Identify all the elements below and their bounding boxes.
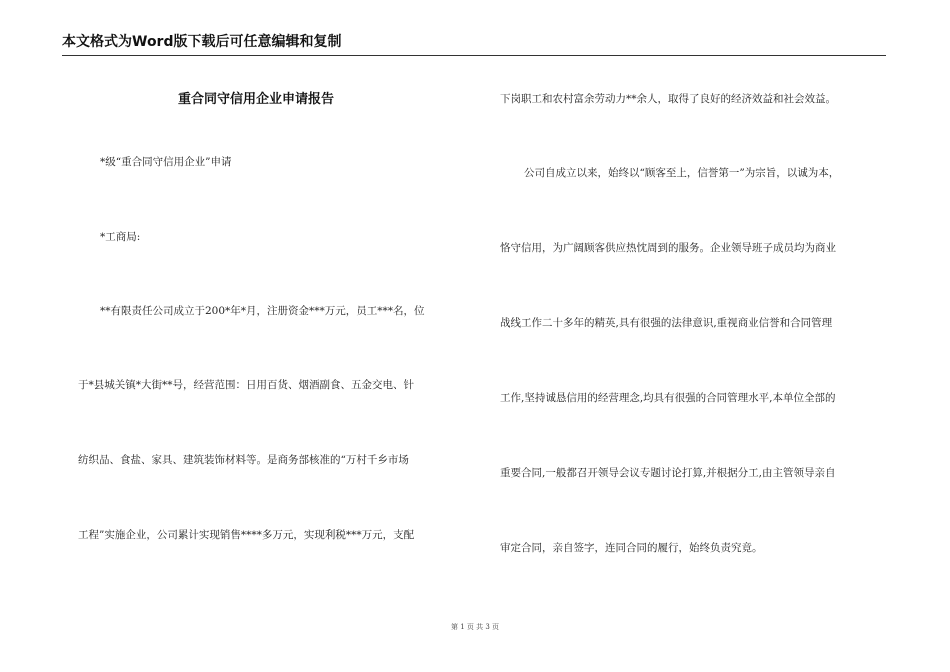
paragraph-line: 下岗职工和农村富余劳动力**余人，取得了良好的经济效益和社会效益。 xyxy=(500,93,836,105)
paragraph-line: *工商局: xyxy=(100,231,141,243)
paragraph-line: 纺织品、食盐、家具、建筑装饰材料等。是商务部核准的“万村千乡市场 xyxy=(78,454,409,466)
paragraph-line: 于*县城关镇*大街**号，经营范围：日用百货、烟酒副食、五金交电、针 xyxy=(78,379,414,391)
paragraph-line: 重要合同,一般都召开领导会议专题讨论打算,并根据分工,由主管领导亲自 xyxy=(500,467,836,479)
paragraph-line: 审定合同，亲自签字，连同合同的履行，始终负责究竟。 xyxy=(500,542,763,554)
document-title: 重合同守信用企业申请报告 xyxy=(178,92,335,107)
paragraph-line: *级“重合同守信用企业”申请 xyxy=(100,156,232,168)
paragraph-line: 工作,坚持诚恳信用的经营理念,均具有很强的合同管理水平,本单位全部的 xyxy=(500,392,836,404)
page-footer: 第 1 页 共 3 页 xyxy=(450,623,500,631)
paragraph-line: **有限责任公司成立于200*年*月，注册资金***万元，员工***名，位 xyxy=(100,305,425,317)
header-text: 本文格式为Word版下载后可任意编辑和复制 xyxy=(62,34,342,50)
paragraph-line: 恪守信用，为广阔顾客供应热忱周到的服务。企业领导班子成员均为商业 xyxy=(500,242,836,254)
paragraph-line: 工程”实施企业，公司累计实现销售****多万元，实现利税***万元，支配 xyxy=(78,529,415,541)
paragraph-line: 战线工作二十多年的精英,具有很强的法律意识,重视商业信誉和合同管理 xyxy=(500,317,833,329)
page-header xyxy=(62,34,886,56)
paragraph-line: 公司自成立以来，始终以“顾客至上，信誉第一”为宗旨，以诚为本， xyxy=(524,167,840,179)
